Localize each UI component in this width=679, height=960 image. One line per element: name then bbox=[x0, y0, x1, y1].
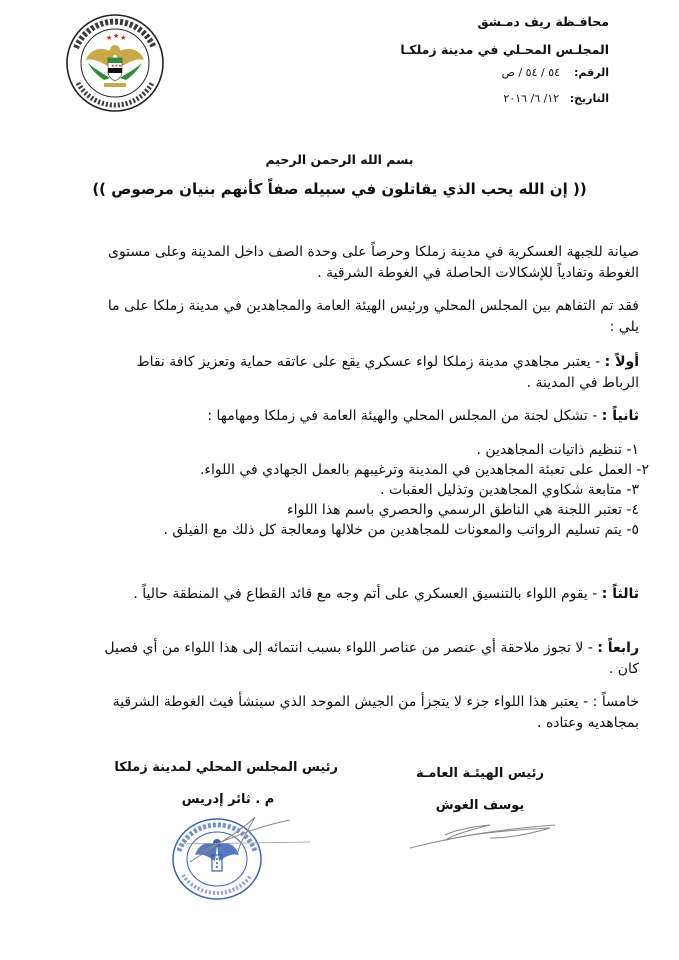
article-second bbox=[100, 406, 639, 427]
left-signature bbox=[160, 812, 320, 872]
article-fourth bbox=[100, 638, 639, 680]
article-fifth bbox=[100, 692, 639, 734]
article-first-heading: أولاً : bbox=[604, 354, 639, 370]
article-third-heading: ثالثاً : bbox=[601, 586, 639, 602]
list-item: ٥- يتم تسليم الرواتب والمعونات للمجاهدين من خلالها ومعالجة كل ذلك مع الفيلق . bbox=[163, 522, 639, 538]
reference-value: ٥٤ / ٥٤ / ص bbox=[501, 66, 561, 79]
local-council-head-title: رئيس المجلس المحلي لمدينة زملكا bbox=[114, 760, 338, 775]
general-authority-head-name: يوسف الغوش bbox=[435, 798, 525, 813]
local-council-head-name: م . ثائر إدريس bbox=[181, 792, 275, 807]
article-fourth-heading: رابعاً : bbox=[597, 640, 639, 656]
right-signature bbox=[410, 820, 560, 860]
article-second-heading: ثانياً : bbox=[601, 408, 639, 424]
svg-text:★: ★ bbox=[106, 34, 113, 42]
list-item: ٣- متابعة شكاوي المجاهدين وتذليل العقبات . bbox=[380, 482, 639, 498]
intro-paragraph-2: فقد تم التفاهم بين المجلس المحلي ورئيس الهيئة العامة والمجاهدين في مدينة زملكا على ما يلي : bbox=[107, 298, 639, 335]
article-fourth-text: - لا تجوز ملاحقة أي عنصر من عناصر اللواء بسبب انتمائه إلى هذا اللواء من أي فصيل كان . bbox=[104, 640, 639, 677]
council-title: المجلـس المحـلي في مدينة زملكـا bbox=[400, 42, 609, 57]
governorate-title: محافـظة ريف دمـشق bbox=[477, 14, 609, 29]
article-third bbox=[100, 584, 639, 605]
syrian-republic-emblem bbox=[48, 8, 183, 113]
basmala: بسم الله الرحمن الرحيم bbox=[265, 152, 414, 167]
article-third-text: - يقوم اللواء بالتنسيق العسكري على أتم وجه مع قائد القطاع في المنطقة حالياً . bbox=[133, 586, 602, 602]
article-first bbox=[100, 352, 639, 394]
list-item: ٤- تعتبر اللجنة هي الناطق الرسمي والحصري باسم هذا اللواء bbox=[286, 502, 639, 518]
article-fifth-text: - يعتبر هذا اللواء جزء لا يتجزأ من الجيش الموحد الذي سينشأ فيث الغوطة الشرقية بمجاهديه وعتاده . bbox=[112, 694, 639, 731]
quran-verse: (( إن الله يحب الذي يقاتلون في سبيله صفاً كأنهم بنيان مرصوص )) bbox=[92, 180, 587, 198]
svg-text:★: ★ bbox=[113, 32, 120, 40]
emblem-icon bbox=[48, 8, 183, 113]
reference-number bbox=[502, 66, 609, 79]
reference-label: الرقم: bbox=[574, 66, 609, 79]
date-label: التاريخ: bbox=[569, 92, 609, 105]
article-fifth-heading: خامساً : bbox=[592, 694, 639, 710]
intro-paragraph-1: صيانة للجبهة العسكرية في مدينة زملكا وحرصاً على وحدة الصف داخل المدينة وعلى مستوى الغوطة وتفادياً للإشكالات الحاصلة في الغوطة الشرقية . bbox=[107, 244, 639, 281]
list-item: ٢- العمل على تعبئة المجاهدين في المدينة وترغيبهم بالعمل الجهادي في اللواء. bbox=[199, 462, 649, 478]
svg-text:★: ★ bbox=[120, 34, 127, 42]
article-second-text: - تشكل لجنة من المجلس المحلي والهيئة العامة في زملكا ومهامها : bbox=[207, 408, 602, 424]
general-authority-head-title: رئيس الهيئـة العامـة bbox=[416, 766, 544, 781]
date-value: ١٢/ ٦/ ٢٠١٦ bbox=[503, 92, 560, 105]
svg-text:★★★: ★★★ bbox=[111, 63, 122, 68]
article-first-text: - يعتبر مجاهدي مدينة زملكا لواء عسكري يقع على عاتقه حماية وتعزيز كافة نقاط الرباط في المدينة . bbox=[136, 354, 639, 391]
document-date bbox=[503, 92, 609, 105]
list-item: ١- تنظيم ذاتيات المجاهدين . bbox=[476, 442, 639, 458]
